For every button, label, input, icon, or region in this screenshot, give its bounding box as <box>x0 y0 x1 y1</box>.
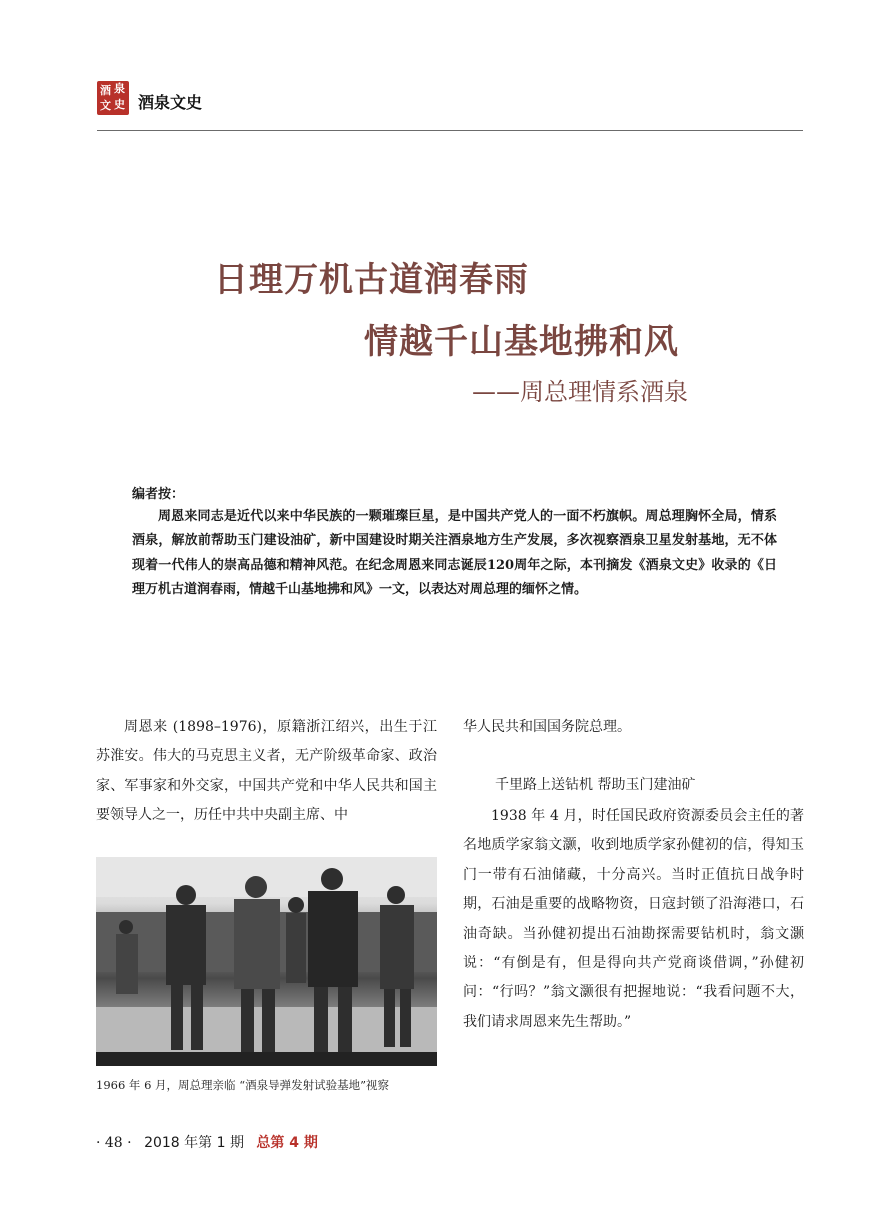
editor-note-label: 编者按： <box>132 487 185 502</box>
photo-caption: 1966 年 6 月，周总理亲临 “酒泉导弹发射试验基地”视察 <box>96 1078 389 1092</box>
seal-char: 文 <box>100 99 111 112</box>
journal-seal-logo <box>97 81 129 115</box>
journal-masthead: 酒泉文史 <box>138 93 203 112</box>
page-number: · 48 · <box>96 1135 132 1151</box>
seal-char: 史 <box>114 98 125 111</box>
issue-label: 2018 年第 1 期 <box>144 1135 244 1151</box>
photo-illustration <box>96 857 437 1066</box>
article-title-line-1: 日理万机古道润春雨 <box>214 260 529 300</box>
total-issue-label: 总第 4 期 <box>256 1135 318 1151</box>
header-divider <box>97 130 803 131</box>
right-column-continuation: 华人民共和国国务院总理。 <box>463 719 631 735</box>
editor-note-body: 周恩来同志是近代以来中华民族的一颗璀璨巨星，是中国共产党人的一面不朽旗帜。周总理胸怀全局，情系酒泉，解放前帮助玉门建设油矿，新中国建设时期关注酒泉地方生产发展，多次视察酒泉卫星发射基地，无不体现着一代伟人的崇高品德和精神风范。在纪念周恩来同志诞辰120周年之际，本刊摘发《酒泉文史》收录的《日理万机古道润春雨，情越千山基地拂和风》一文，以表达对周总理的缅怀之情。 <box>132 509 777 598</box>
left-column-paragraph: 周恩来 (1898–1976)，原籍浙江绍兴，出生于江苏淮安。伟大的马克思主义者，无产阶级革命家、政治家、军事家和外交家，中国共产党和中华人民共和国主要领导人之一，历任中共中央副主席、中 <box>96 719 437 824</box>
article-subtitle: ——周总理情系酒泉 <box>472 378 688 406</box>
article-title-line-2: 情越千山基地拂和风 <box>364 322 679 362</box>
seal-char: 泉 <box>114 82 125 95</box>
historical-photo <box>96 857 437 1066</box>
seal-char: 酒 <box>100 84 111 97</box>
right-column-paragraph: 1938 年 4 月，时任国民政府资源委员会主任的著名地质学家翁文灏，收到地质学家孙健初的信，得知玉门一带有石油储藏，十分高兴。当时正值抗日战争时期，石油是重要的战略物资，日寇封锁了沿海港口，石油奇缺。当孙健初提出石油勘探需要钻机时，翁文灏说：“有倒是有，但是得向共产党商谈借调，”孙健初问：“行吗？”翁文灏很有把握地说：“我看问题不大，我们请求周恩来先生帮助。” <box>463 808 804 1030</box>
section-heading: 千里路上送钻机 帮助玉门建油矿 <box>495 777 696 793</box>
page-footer <box>96 1132 318 1152</box>
